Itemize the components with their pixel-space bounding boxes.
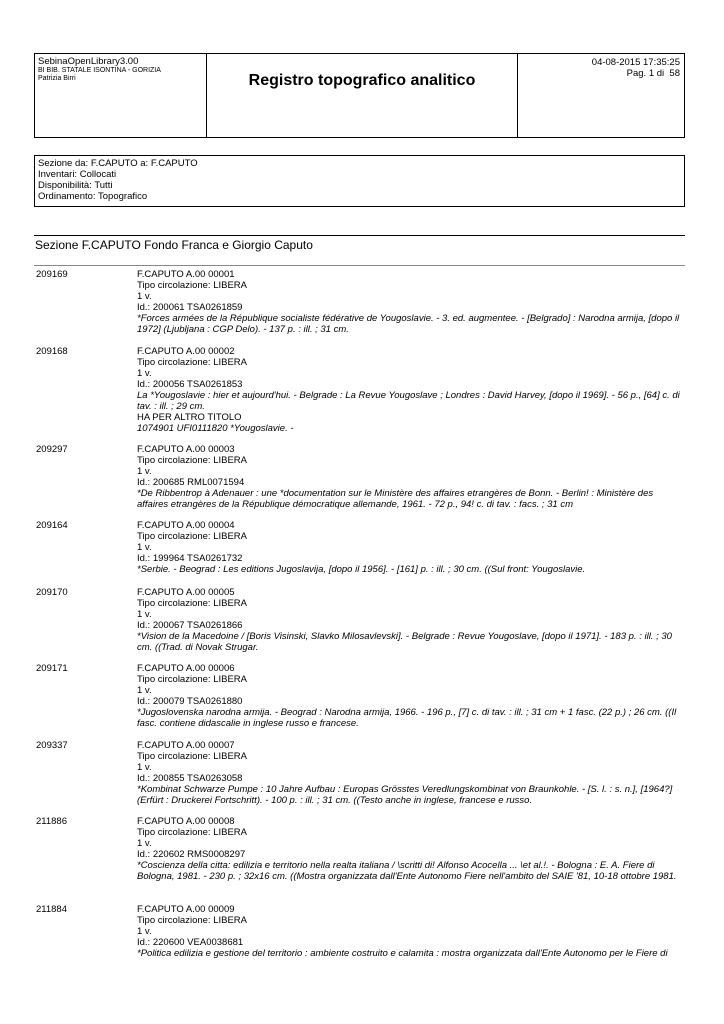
library-name: BI BIB. STATALE ISONTINA - GORIZIA [38,67,161,74]
entry-collocation: F.CAPUTO A.00 00003 [137,444,235,455]
entry-body [137,444,686,510]
report-header [34,53,685,138]
entry-ident: Id.: 200056 TSA0261853 [137,379,243,390]
entry-collocation: F.CAPUTO A.00 00002 [137,346,235,357]
entry-id: 209170 [36,587,68,598]
entry-collocation: F.CAPUTO A.00 00009 [137,904,235,915]
entry-volumes: 1 v. [137,762,152,773]
entry-circulation: Tipo circolazione: LIBERA [137,280,248,291]
entry-ident: Id.: 199964 TSA0261732 [137,553,243,564]
entry-description: *Vision de la Macedoine / [Boris Visinski, Slavko Milosavlevski]. - Belgrade : Revue Yougoslave, [dopo il 1971]. - 183 p. : ill. ; 30 cm. ((Trad. di Novak Strugar. [137,631,672,653]
filter-inventari: Inventari: Collocati [38,169,117,180]
entry-volumes: 1 v. [137,685,152,696]
filter-disponibilita: Disponibilità: Tutti [38,180,113,191]
entry-circulation: Tipo circolazione: LIBERA [137,915,248,926]
header-divider-right [517,54,518,137]
entry-id: 209169 [36,269,68,280]
entry-collocation: F.CAPUTO A.00 00001 [137,269,235,280]
report-datetime: 04-08-2015 17:35:25 [591,57,680,68]
entry-description: La *Yougoslavie : hier et aujourd'hui. - Belgrade : La Revue Yougoslave ; Londres : David Harvey, [dopo il 1969]. - 56 p., [64] c. di tav. : ill. ; 29 cm. [137,390,680,412]
entry-extra-label: HA PER ALTRO TITOLO [137,412,242,423]
filter-ordinamento: Ordinamento: Topografico [38,191,148,202]
header-divider-left [206,54,207,137]
entry-collocation: F.CAPUTO A.00 00004 [137,520,235,531]
list-item [36,346,686,444]
entry-ident: Id.: 220602 RMS0008297 [137,849,246,860]
section-title: Sezione F.CAPUTO Fondo Franca e Giorgio Caputo [35,238,313,252]
entry-collocation: F.CAPUTO A.00 00007 [137,740,235,751]
entry-volumes: 1 v. [137,368,152,379]
user-name: Patrizia Birri [38,75,76,82]
entry-description: *Kombinat Schwarze Pumpe : 10 Jahre Aufbau : Europas Grösstes Veredlungskombinat von Braunkohle. - [S. l. : s. n.], [1964?] (Erfürt : Druckerei Fortschritt). - 100 p. : ill. ; 31 cm. ((Testo anche in inglese, francese e russo. [137,784,673,806]
entry-circulation: Tipo circolazione: LIBERA [137,751,248,762]
entry-volumes: 1 v. [137,466,152,477]
entry-description: *Jugoslovenska narodna armija. - Beograd : Narodna armija, 1966. - 196 p., [7] c. di tav. : ill. ; 31 cm + 1 fasc. (22 p.) ; 26 cm. ((Il fasc. contiene didascalie in inglese russo e francese. [137,707,677,729]
entry-description: *Forces armées de la République socialiste fédérative de Yougoslavie. - 3. ed. augmentee. - [Belgrado] : Narodna armija, [dopo il 1972] (Ljubljana : CGP Delo). - 137 p. : ill. ; 31 cm. [137,313,680,335]
entry-circulation: Tipo circolazione: LIBERA [137,531,248,542]
entry-description: *De Ribbentrop à Adenauer : une *documentation sur le Ministère des affaires etrangères de Bonn. - Berlin! : Ministère des affaires etrangères de la République démocratique allemande, 1961. - 72 p., 94! c. di tav. : facs. ; 31 cm [137,488,654,510]
entry-description: *Politica edilizia e gestione del territorio : ambiente costruito e calamita : mostra organizzata dall'Ente Autonomo per le Fiere di [137,948,668,959]
entry-body [137,587,686,653]
list-item [36,740,686,816]
page-number: Pag. 1 di 58 [626,68,680,79]
entry-body [137,663,686,729]
filter-section: Sezione da: F.CAPUTO a: F.CAPUTO [38,158,198,169]
entry-body [137,346,686,434]
header-left-info [38,57,161,83]
entry-ident: Id.: 200685 RML0071594 [137,477,245,488]
entry-collocation: F.CAPUTO A.00 00005 [137,587,235,598]
entry-circulation: Tipo circolazione: LIBERA [137,674,248,685]
entry-ident: Id.: 200067 TSA0261866 [137,620,243,631]
entry-circulation: Tipo circolazione: LIBERA [137,598,248,609]
entry-volumes: 1 v. [137,838,152,849]
section-rule-bottom [34,265,685,266]
list-item [36,904,686,964]
entry-extra-value: 1074901 UFI0111820 *Yougoslavie. - [137,423,294,434]
entry-ident: Id.: 200079 TSA0261880 [137,696,243,707]
entry-ident: Id.: 200061 TSA0261859 [137,302,243,313]
list-item [36,587,686,663]
entry-body [137,740,686,806]
entry-body [137,520,686,575]
entry-collocation: F.CAPUTO A.00 00006 [137,663,235,674]
system-name: SebinaOpenLibrary3.00 [38,56,139,67]
entry-circulation: Tipo circolazione: LIBERA [137,357,248,368]
header-right-info [592,57,680,79]
entry-ident: Id.: 220600 VEA0038681 [137,937,244,948]
entry-id: 209164 [36,520,68,531]
entry-volumes: 1 v. [137,291,152,302]
entry-id: 211884 [36,904,67,915]
entry-body [137,904,686,959]
entry-collocation: F.CAPUTO A.00 00008 [137,816,235,827]
entry-body [137,269,686,335]
entry-volumes: 1 v. [137,542,152,553]
entry-id: 209337 [36,740,68,751]
list-item [36,663,686,740]
entry-id: 209168 [36,346,68,357]
entry-id: 209171 [36,663,68,674]
entry-description: *Serbie. - Beograd : Les editions Jugoslavija, [dopo il 1956]. - [161] p. : ill. ; 30 cm. ((Sul front: Yougoslavie. [137,564,586,575]
list-item [36,816,686,904]
entry-ident: Id.: 200855 TSA0263058 [137,773,243,784]
entry-body [137,816,686,882]
entry-description: *Coscienza della citta: edilizia e territorio nella realta italiana / \scritti di! Alfonso Acocella ... \et al.!. - Bologna : E. A. Fiere di Bologna, 1981. - 230 p. ; 32x16 cm. ((Mostra organizzata dall'Ente Autonomo Fiere nell'ambito del SAIE '81, 10-18 ottobre 1981. [137,860,677,882]
entry-circulation: Tipo circolazione: LIBERA [137,455,248,466]
entry-id: 211886 [36,816,67,827]
entry-volumes: 1 v. [137,926,152,937]
list-item [36,269,686,346]
list-item [36,520,686,587]
filter-criteria-box [34,155,685,207]
section-rule-top [34,235,685,236]
entry-id: 209297 [36,444,68,455]
entries-list [36,269,686,964]
entry-volumes: 1 v. [137,609,152,620]
entry-circulation: Tipo circolazione: LIBERA [137,827,248,838]
list-item [36,444,686,520]
report-title: Registro topografico analitico [248,72,476,89]
